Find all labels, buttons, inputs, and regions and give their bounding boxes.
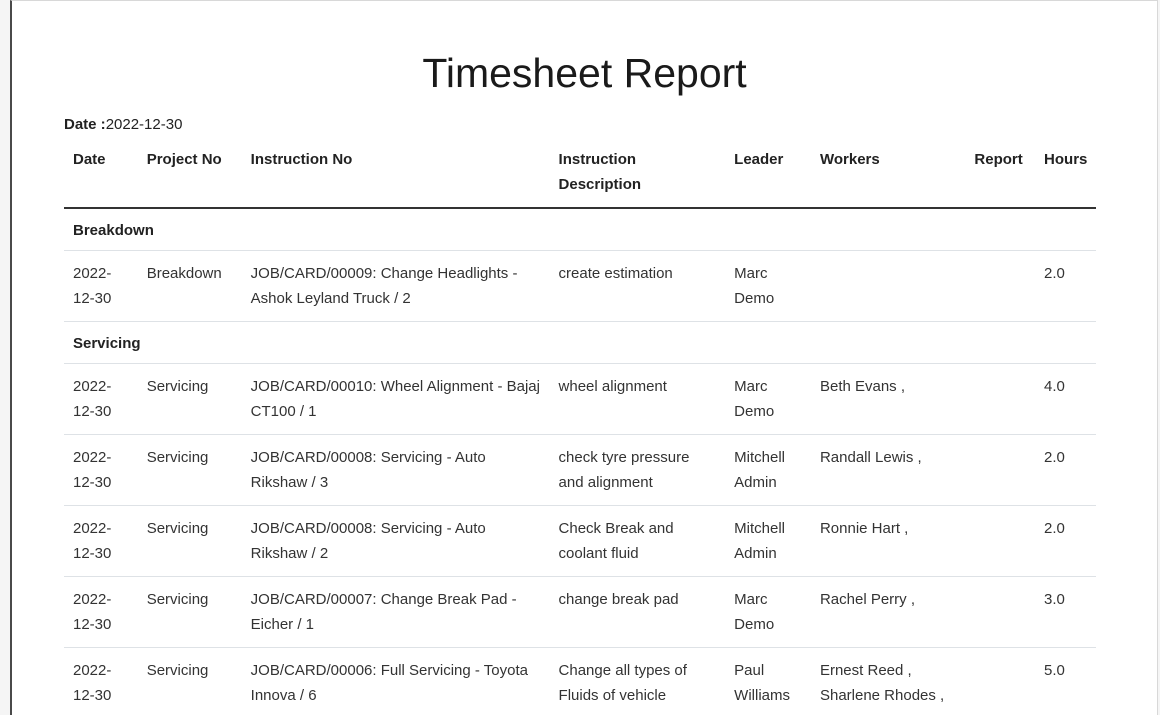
col-header-instruction-description: Instruction Description <box>550 139 726 208</box>
cell-date: 2022-12-30 <box>64 648 138 715</box>
cell-date: 2022-12-30 <box>64 577 138 648</box>
col-header-report: Report <box>965 139 1035 208</box>
cell-date: 2022-12-30 <box>64 364 138 435</box>
col-header-instruction-no: Instruction No <box>242 139 550 208</box>
cell-hours: 3.0 <box>1035 577 1096 648</box>
report-date-label: Date : <box>64 116 106 133</box>
cell-hours: 2.0 <box>1035 251 1096 322</box>
table-row <box>64 364 1096 435</box>
cell-description: wheel alignment <box>550 364 726 435</box>
cell-instruction-no: JOB/CARD/00008: Servicing - Auto Rikshaw / 2 <box>242 506 550 577</box>
cell-project-no: Servicing <box>138 435 242 506</box>
cell-workers: Randall Lewis , <box>811 435 965 506</box>
table-row <box>64 648 1096 715</box>
cell-hours: 5.0 <box>1035 648 1096 715</box>
cell-instruction-no: JOB/CARD/00010: Wheel Alignment - Bajaj CT100 / 1 <box>242 364 550 435</box>
cell-report <box>965 251 1035 322</box>
table-row <box>64 506 1096 577</box>
report-date <box>64 115 182 135</box>
report-title: Timesheet Report <box>422 50 747 96</box>
cell-description: change break pad <box>550 577 726 648</box>
timesheet-table <box>64 139 1096 715</box>
cell-instruction-no: JOB/CARD/00008: Servicing - Auto Rikshaw / 3 <box>242 435 550 506</box>
cell-description: Change all types of Fluids of vehicle <box>550 648 726 715</box>
cell-workers <box>811 251 965 322</box>
cell-project-no: Servicing <box>138 364 242 435</box>
cell-leader: Paul Williams <box>725 648 811 715</box>
table-row <box>64 435 1096 506</box>
cell-hours: 2.0 <box>1035 435 1096 506</box>
cell-leader: Marc Demo <box>725 577 811 648</box>
table-row <box>64 577 1096 648</box>
cell-workers: Beth Evans , <box>811 364 965 435</box>
cell-report <box>965 648 1035 715</box>
cell-instruction-no: JOB/CARD/00009: Change Headlights - Ashok Leyland Truck / 2 <box>242 251 550 322</box>
cell-description: create estimation <box>550 251 726 322</box>
table-header-row <box>64 139 1096 208</box>
cell-workers: Ernest Reed , Sharlene Rhodes , <box>811 648 965 715</box>
report-date-value: 2022-12-30 <box>105 116 183 133</box>
col-header-workers: Workers <box>811 139 965 208</box>
cell-report <box>965 364 1035 435</box>
group-label: Servicing <box>64 322 1096 364</box>
cell-description: Check Break and coolant fluid <box>550 506 726 577</box>
group-row <box>64 208 1096 251</box>
cell-leader: Marc Demo <box>725 364 811 435</box>
col-header-date: Date <box>64 139 138 208</box>
cell-report <box>965 506 1035 577</box>
col-header-project-no: Project No <box>138 139 242 208</box>
cell-instruction-no: JOB/CARD/00007: Change Break Pad - Eicher / 1 <box>242 577 550 648</box>
report-sheet <box>10 0 1158 715</box>
cell-instruction-no: JOB/CARD/00006: Full Servicing - Toyota Innova / 6 <box>242 648 550 715</box>
cell-leader: Marc Demo <box>725 251 811 322</box>
cell-date: 2022-12-30 <box>64 251 138 322</box>
cell-project-no: Servicing <box>138 506 242 577</box>
cell-date: 2022-12-30 <box>64 435 138 506</box>
cell-leader: Mitchell Admin <box>725 506 811 577</box>
cell-leader: Mitchell Admin <box>725 435 811 506</box>
cell-project-no: Servicing <box>138 577 242 648</box>
cell-description: check tyre pressure and alignment <box>550 435 726 506</box>
cell-report <box>965 435 1035 506</box>
cell-report <box>965 577 1035 648</box>
group-row <box>64 322 1096 364</box>
cell-hours: 2.0 <box>1035 506 1096 577</box>
cell-project-no: Breakdown <box>138 251 242 322</box>
col-header-leader: Leader <box>725 139 811 208</box>
cell-date: 2022-12-30 <box>64 506 138 577</box>
cell-hours: 4.0 <box>1035 364 1096 435</box>
cell-workers: Rachel Perry , <box>811 577 965 648</box>
col-header-hours: Hours <box>1035 139 1096 208</box>
cell-workers: Ronnie Hart , <box>811 506 965 577</box>
group-label: Breakdown <box>64 208 1096 251</box>
table-row <box>64 251 1096 322</box>
cell-project-no: Servicing <box>138 648 242 715</box>
